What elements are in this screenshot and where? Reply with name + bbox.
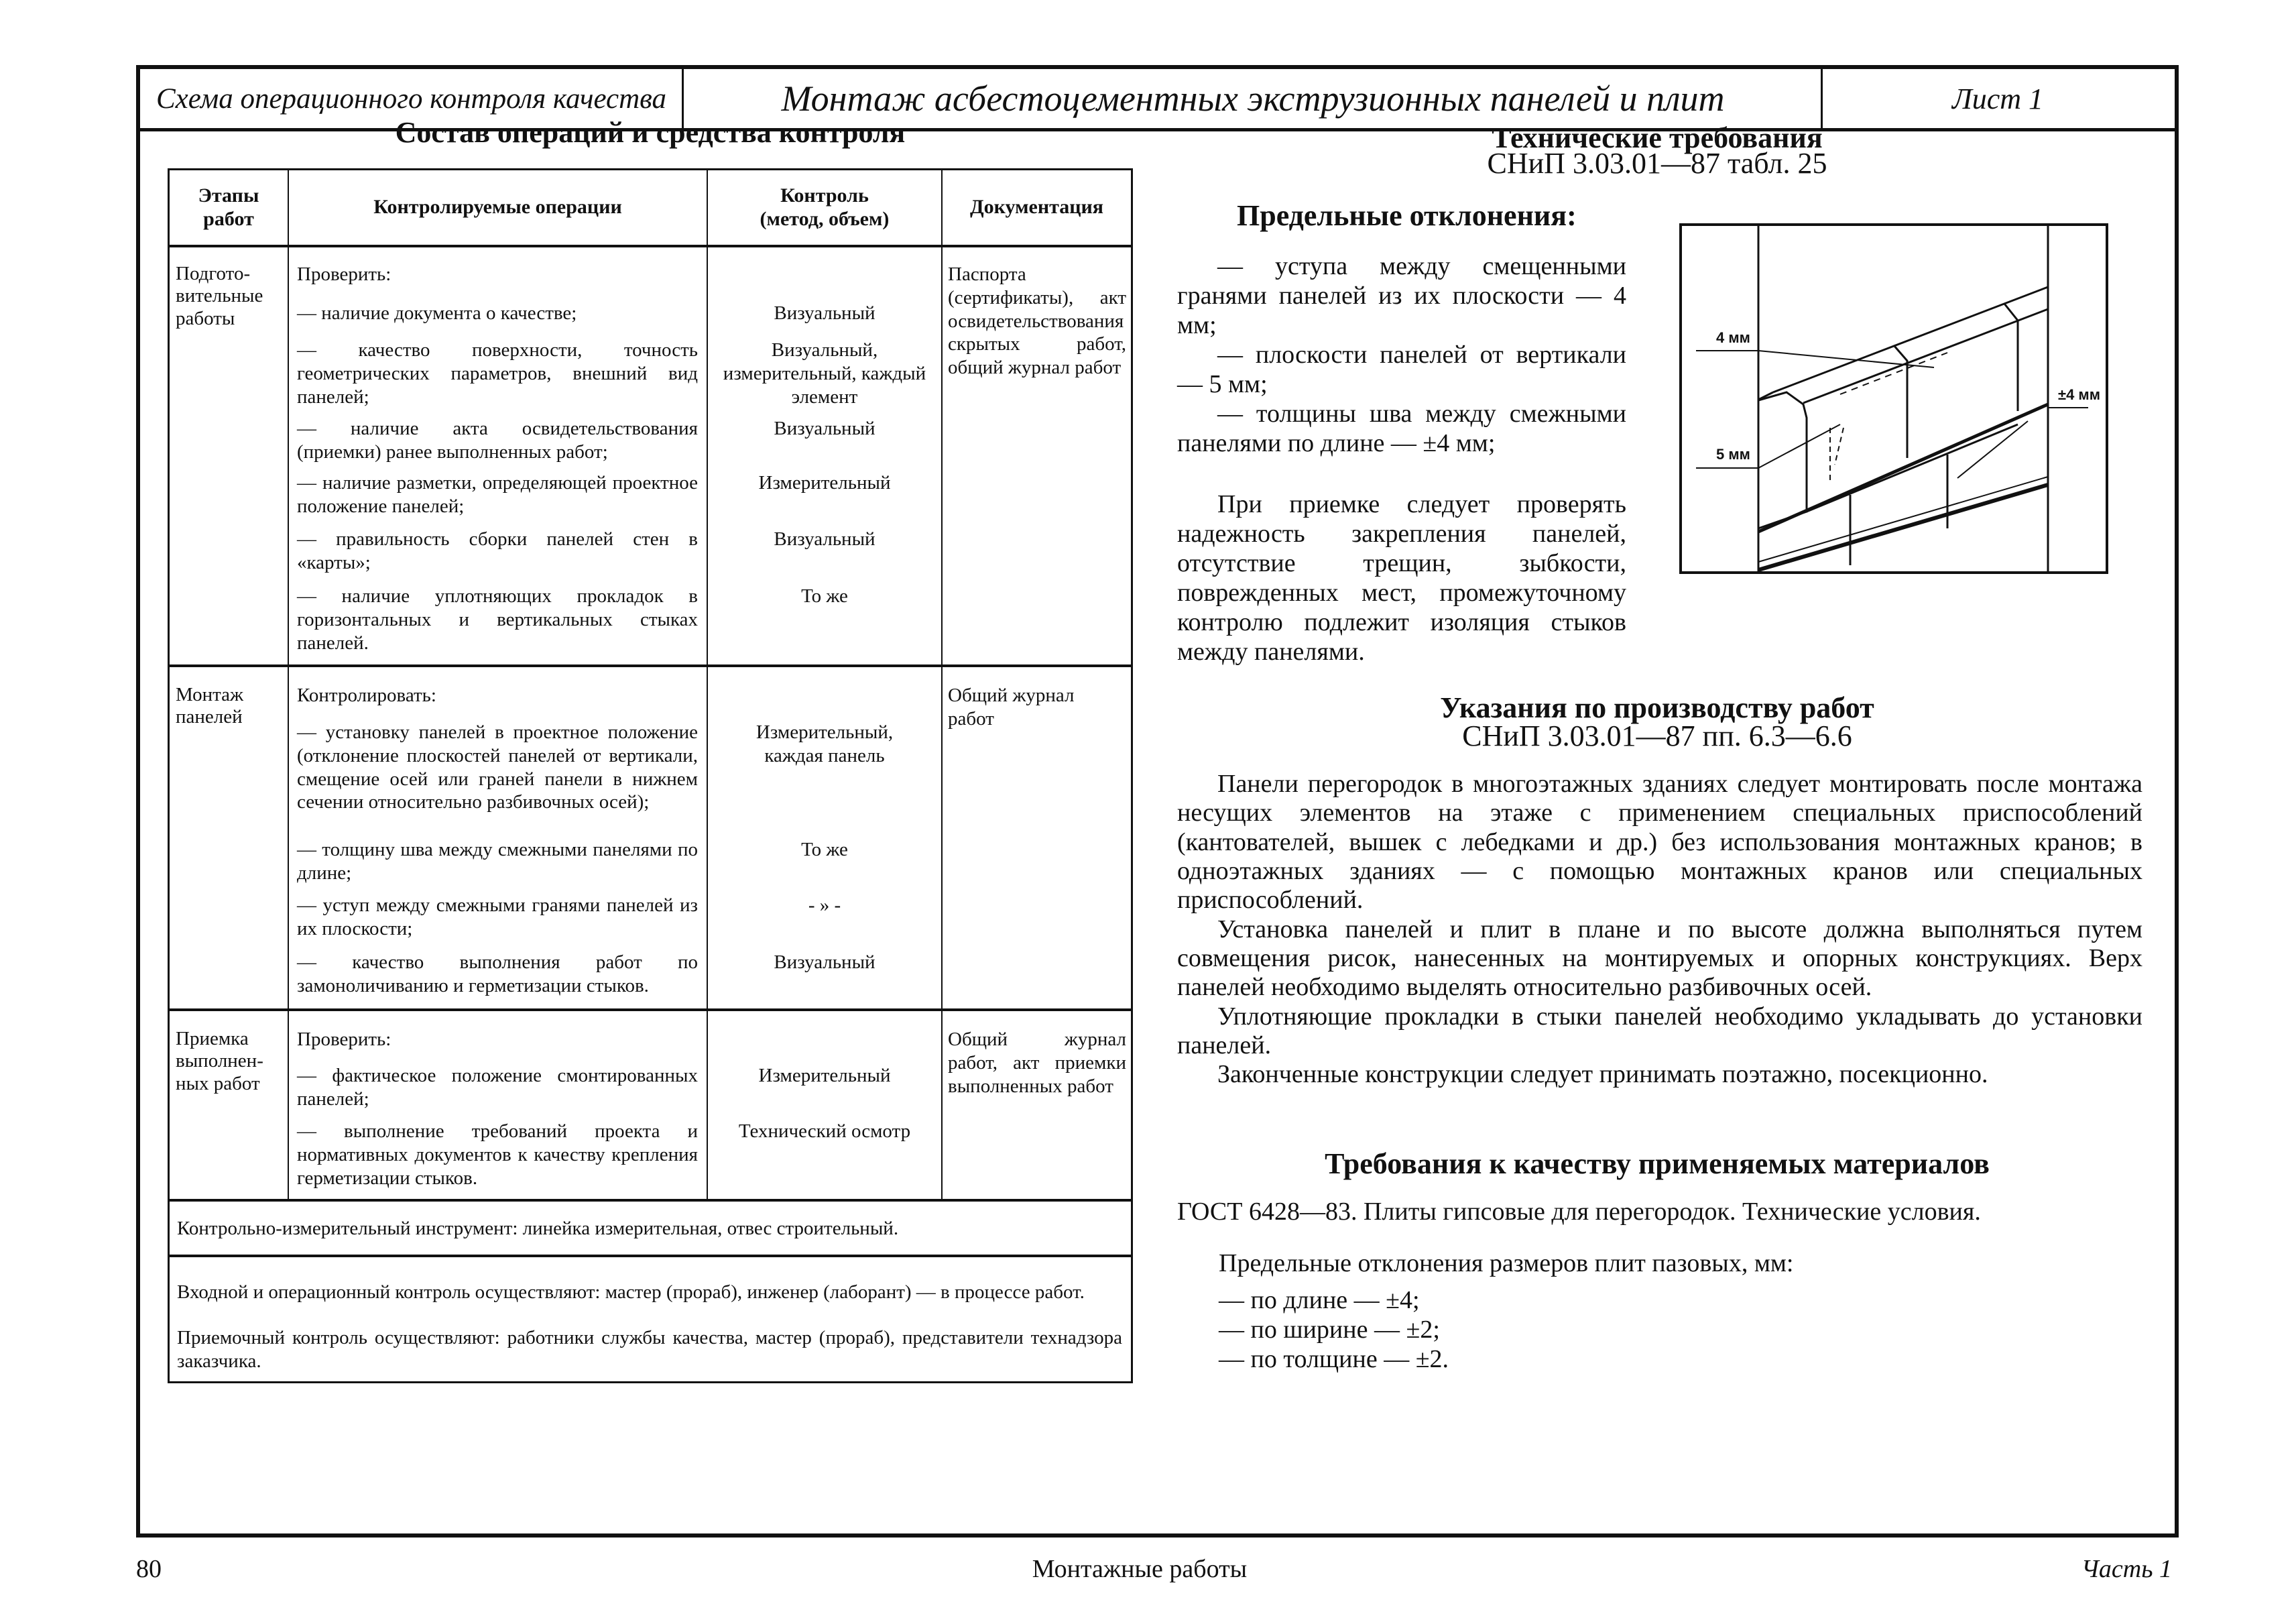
work-instructions-reference: СНиП 3.03.01—87 пп. 6.3—6.6 (1462, 719, 1852, 752)
control-method: Измерительный (758, 1065, 891, 1086)
operations-intro: Проверить: (297, 264, 391, 285)
operation-item: — наличие разметки, определяющей проектное положение панелей; (297, 472, 698, 517)
stage-line: выполнен- (176, 1050, 263, 1072)
table-row-stage (176, 1028, 286, 1095)
stage-line: Приемка (176, 1028, 249, 1049)
stage-line: Подгото- (176, 263, 251, 284)
table-row-stage (176, 684, 286, 729)
table-section-title: Состав операций и средства контроля (395, 116, 906, 149)
column-header-control-line: Контроль (780, 184, 869, 207)
instruction-paragraph: Уплотняющие прокладки в стыки панелей необходимо укладывать до установки панелей. (1177, 1002, 2142, 1059)
instruction-paragraph: Панели перегородок в многоэтажных зданиях следует монтировать после монтажа несущих элементов на этаже с применением специальных приспособлений (кантователей, вышек с лебедками и др.) без использования монтажных кранов; в одноэтажных зданиях — с помощью монтажных кранов или специальных приспособлений. (1177, 770, 2142, 915)
control-method: То же (801, 839, 848, 860)
operations-intro: Проверить: (297, 1029, 391, 1050)
table-row-divider (168, 1255, 1133, 1257)
table-row-divider (168, 664, 1133, 667)
material-deviation-item: — по толщине — ±2. (1219, 1345, 1449, 1374)
material-deviation-item: — по ширине — ±2; (1219, 1316, 1440, 1344)
control-method: Измерительный, каждая панель (756, 721, 894, 766)
stage-line: вительные (176, 285, 263, 307)
documentation-cell: Общий журнал работ (948, 685, 1075, 730)
material-deviations-intro: Предельные отклонения размеров плит пазовых, мм: (1219, 1249, 1794, 1277)
operation-item: — толщину шва между смежными панелями по длине; (297, 839, 698, 884)
control-method: Визуальный (774, 951, 875, 973)
control-method: Измерительный (758, 472, 891, 494)
control-method: Визуальный, измерительный, каждый элемент (723, 339, 926, 408)
control-method: Визуальный (774, 302, 875, 324)
acceptance-text: При приемке следует проверять надежность закрепления панелей, отсутствие трещин, зыбкости, поврежденных мест, промежуточному контролю подлежит изоляция стыков между панелями. (1177, 490, 1626, 666)
operation-item: — наличие документа о качестве; (297, 302, 577, 324)
operation-item: — выполнение требований проекта и нормативных документов к качеству крепления герметизации стыков. (297, 1120, 698, 1189)
material-deviations-list (1219, 1285, 1621, 1374)
operation-item: — правильность сборки панелей стен в «карты»; (297, 528, 698, 573)
panel-wall-drawing (1679, 223, 2108, 574)
table-col-divider (707, 168, 708, 1200)
operation-item: — качество выполнения работ по замоноличиванию и герметизации стыков. (297, 951, 698, 996)
dimension-label-step: 4 мм (1716, 329, 1750, 346)
material-deviation-item: — по длине — ±4; (1219, 1286, 1420, 1314)
stage-line: панелей (176, 706, 243, 728)
column-header-stage-line: Этапы (198, 184, 259, 207)
operation-item: — установку панелей в проектное положение (отклонение плоскостей панелей от вертикали, смещение осей или граней панели в нижнем сечении относительно разбивочных осей); (297, 721, 698, 813)
instruction-paragraph: Законченные конструкции следует принимать поэтажно, посекционно. (1217, 1060, 1988, 1089)
stage-line: Монтаж (176, 684, 244, 705)
table-row-stage (176, 263, 286, 330)
control-method: То же (801, 585, 848, 607)
column-header-documentation: Документация (969, 196, 1104, 219)
control-method: - » - (808, 894, 841, 916)
tech-requirements-title: Технические требования (1492, 121, 1823, 154)
header-scheme-label: Схема операционного контроля качества (156, 82, 667, 115)
deviation-item: — плоскости панелей от вертикали — 5 мм; (1177, 341, 1626, 399)
operation-item: — наличие уплотняющих прокладок в горизонтальных и вертикальных стыках панелей. (297, 585, 698, 654)
column-header-control-line: (метод, объем) (760, 207, 890, 230)
stage-line: ных работ (176, 1072, 260, 1094)
footer-section-name: Монтажные работы (1032, 1555, 1248, 1583)
header-title: Монтаж асбестоцементных экструзионных панелей и плит (781, 78, 1725, 119)
control-method: Технический осмотр (738, 1120, 911, 1142)
column-header-control (708, 170, 941, 245)
panel-deviation-diagram (1679, 223, 2108, 574)
deviations-list (1177, 251, 1626, 459)
header-sheet-number: Лист 1 (1951, 82, 2044, 115)
table-row-operations (297, 263, 698, 286)
dimension-label-vertical: 5 мм (1716, 446, 1750, 463)
column-header-operations: Контролируемые операции (373, 196, 622, 219)
operation-item: — фактическое положение смонтированных панелей; (297, 1065, 698, 1110)
deviation-item: — уступа между смещенными гранями панелей из их плоскости — 4 мм; (1177, 252, 1626, 340)
table-row-divider (168, 1199, 1133, 1202)
instruction-paragraph: Установка панелей и плит в плане и по высоте должна выполняться путем совмещения рисок, нанесенных на монтируемых и опорных конструкциях. Верх панелей необходимо выделять относительно разбивочных осей. (1177, 915, 2142, 1002)
operation-item: — качество поверхности, точность геометрических параметров, внешний вид панелей; (297, 339, 698, 408)
column-header-stage-line: работ (203, 207, 254, 230)
table-col-divider (941, 168, 943, 1200)
acceptance-paragraph (1177, 489, 1626, 666)
tech-requirements-reference: СНиП 3.03.01—87 табл. 25 (1487, 147, 1827, 180)
control-note-incoming: Входной и операционный контроль осуществляют: мастер (прораб), инженер (лаборант) — в процессе работ. (177, 1281, 1085, 1303)
deviations-title: Предельные отклонения: (1237, 199, 1577, 232)
column-header-stage (170, 170, 288, 245)
footer-part: Часть 1 (2081, 1555, 2172, 1583)
dimension-label-seam: ±4 мм (2058, 386, 2100, 403)
table-col-divider (288, 168, 289, 1200)
gost-reference: ГОСТ 6428—83. Плиты гипсовые для перегородок. Технические условия. (1177, 1198, 1981, 1226)
documentation-cell: Паспорта (сертификаты), акт освидетельствования скрытых работ, общий журнал работ (948, 264, 1126, 379)
stage-line: работы (176, 307, 235, 329)
work-instructions-title: Указания по производству работ (1440, 691, 1874, 724)
work-instructions-body (1177, 770, 2142, 1089)
control-note-acceptance: Приемочный контроль осуществляют: работники службы качества, мастер (прораб), представители технадзора заказчика. (177, 1327, 1122, 1372)
operation-item: — уступ между смежными гранями панелей из их плоскости; (297, 894, 698, 939)
materials-title: Требования к качеству применяемых материалов (1325, 1147, 1990, 1180)
deviation-item: — толщины шва между смежными панелями по длине — ±4 мм; (1177, 400, 1626, 458)
documentation-cell: Общий журнал работ, акт приемки выполненных работ (948, 1029, 1126, 1097)
operation-item: — наличие акта освидетельствования (приемки) ранее выполненных работ; (297, 418, 698, 463)
operations-intro: Контролировать: (297, 685, 436, 706)
table-row-divider (168, 245, 1133, 247)
page-number: 80 (136, 1555, 162, 1583)
control-method: Визуальный (774, 418, 875, 439)
control-method: Визуальный (774, 528, 875, 550)
table-row-divider (168, 1008, 1133, 1011)
instrument-note: Контрольно-измерительный инструмент: линейка измерительная, отвес строительный. (177, 1218, 899, 1239)
